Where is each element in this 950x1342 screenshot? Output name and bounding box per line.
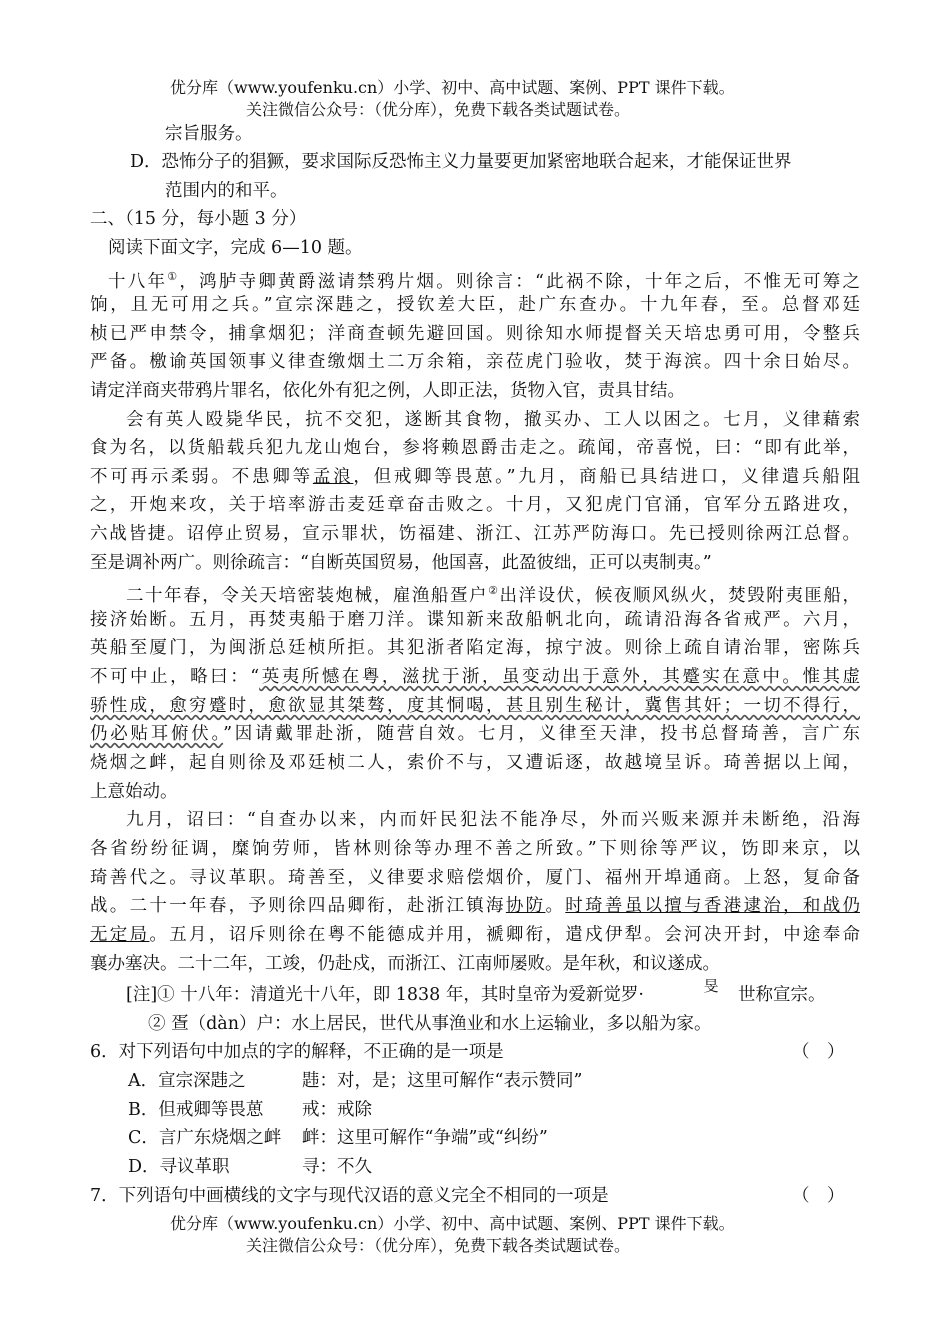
wavy-underline-span: 仍必贴耳俯伏。 — [90, 724, 224, 744]
q6-option-b-explain: 戒：戒除 — [302, 1100, 372, 1120]
passage-line: 烧烟之衅，起自则徐及邓廷桢二人，索价不与，又遭诟逐，故越境呈诉。琦善据以上闻， — [90, 753, 860, 773]
section-intro: 阅读下面文字，完成 6—10 题。 — [108, 238, 363, 258]
glyph-top: 旻 — [703, 977, 719, 995]
q6-option-d[interactable]: D．寻议革职 — [128, 1157, 230, 1177]
q6-option-d-explain: 寻：不久 — [302, 1157, 372, 1177]
note-1-continued: 世称宣宗。 — [738, 985, 826, 1005]
footer-line-1: 优分库（www.youfenku.cn）小学、初中、高中试题、案例、PPT 课件下载。 — [170, 1214, 735, 1233]
footnote-marker-1: ① — [167, 270, 180, 283]
passage-line: 骄性成，愈穷蹙时，愈欲显其桀骜，度其恫喝，甚且别生秘计，冀售其奸；一切不得行， — [90, 696, 860, 716]
footnote-marker-2: ② — [488, 584, 500, 597]
q6-option-a[interactable]: A．宣宗深韪之 — [128, 1071, 246, 1091]
prev-option-d-line1: D．恐怖分子的猖獗，要求国际反恐怖主义力量要更加紧密地联合起来，才能保证世界 — [130, 152, 792, 172]
wavy-underline-span: 英夷所憾在粤，滋扰于浙，虽变动出于意外，其蹙实在意中。惟其虚 — [259, 667, 860, 687]
underlined-phrase: 时琦善虽以擅与香港逮治，和战仍 — [565, 896, 861, 916]
passage-line: 九月，诏曰：“自查办以来，内而奸民犯法不能净尽，外而兴贩来源并未断绝，沿海 — [126, 810, 860, 830]
passage-line: 严备。檄谕英国领事义律查缴烟土二万余箱，亲莅虎门验收，焚于海滨。四十余日始尽。 — [90, 352, 860, 372]
passage-line: 上意始动。 — [90, 782, 178, 802]
header-line-2: 关注微信公众号：（优分库），免费下载各类试题试卷。 — [246, 100, 631, 119]
passage-line: 饷，且无可用之兵。”宣宗深韪之，授钦差大臣，赴广东查办。十九年春，至。总督邓廷 — [90, 295, 860, 315]
passage-line: 食为名，以货船载兵犯九龙山炮台，参将赖恩爵击走之。疏闻，帝喜悦，曰：“即有此举， — [90, 438, 860, 458]
passage-line: 无定局。五月，诏斥则徐在粤不能德成并用，褫卿衔，遣戍伊犁。会河决开封，中途奉命 — [90, 925, 861, 945]
note-2: ② 疍（dàn）户：水上居民，世代从事渔业和水上运输业，多以船为家。 — [148, 1014, 712, 1034]
note-1: [注]① 十八年：清道光十八年，即 1838 年，其时皇帝为爱新觉罗· — [126, 985, 644, 1005]
prev-option-d-line2: 范围内的和平。 — [165, 181, 288, 201]
passage-line: 桢已严申禁令，捕拿烟犯；洋商查顿先避回国。则徐知水师提督关天培忠勇可用，令整兵 — [90, 324, 860, 344]
q6-bracket: （ ） — [792, 1042, 845, 1062]
passage-line: 战。二十一年春，予则徐四品卿衔，赴浙江镇海协防。时琦善虽以擅与香港逮治，和战仍 — [90, 896, 861, 916]
passage-line: 仍必贴耳俯伏。”因请戴罪赴浙，随营自效。七月，义律至天津，投书总督琦善，言广东 — [90, 724, 860, 744]
section-title: 二、（15 分，每小题 3 分） — [90, 209, 307, 229]
q6-option-b[interactable]: B．但戒卿等畏葸 — [128, 1100, 264, 1120]
passage-line: 六战皆捷。诏停止贸易，宣示罪状，饬福建、浙江、江苏严防海口。先已授则徐两江总督。 — [90, 524, 860, 544]
underlined-phrase: 孟浪 — [312, 467, 354, 487]
passage-line: 各省纷纷征调，糜饷劳师，皆林则徐等办理不善之所致。”下则徐等严议，饬即来京，以 — [90, 839, 860, 859]
passage-line: 英船至厦门，为闽浙总廷桢所拒。其犯浙者陷定海，掠宁波。则徐上疏自请治罪，密陈兵 — [90, 638, 860, 658]
passage-line: 十八年①，鸿胪寺卿黄爵滋请禁鸦片烟。则徐言：“此祸不除，十年之后，不惟无可筹之 — [108, 270, 860, 292]
passage-line: 二十年春，令关天培密装炮械，雇渔船疍户②出洋设伏，候夜顺风纵火，焚毁附夷匪船， — [126, 584, 860, 606]
passage-line: 不可中止，略曰：“英夷所憾在粤，滋扰于浙，虽变动出于意外，其蹙实在意中。惟其虚 — [90, 667, 860, 687]
prev-option-continuation: 宗旨服务。 — [165, 124, 253, 144]
passage-line: 襄办塞决。二十二年，工竣，仍赴戍，而浙江、江南师屡败。是年秋，和议遂成。 — [90, 954, 720, 974]
q6-option-a-explain: 韪：对，是；这里可解作“表示赞同” — [302, 1071, 583, 1091]
passage-line: 琦善代之。寻议革职。琦善至，义律要求赔偿烟价，厦门、福州开埠通商。上怒，复命备 — [90, 868, 860, 888]
passage-line: 至是调补两广。则徐疏言：“自断英国贸易，他国喜，此盈彼绌，正可以夷制夷。” — [90, 553, 712, 573]
passage-line: 之，开炮来攻，关于培率游击麦廷章奋击败之。十月，又犯虎门官涌，官军分五路进攻， — [90, 495, 860, 515]
passage-line: 不可再示柔弱。不患卿等孟浪，但戒卿等畏葸。”九月，商船已具结进口，义律遣兵船阻 — [90, 467, 860, 487]
emperor-name-glyph — [700, 978, 722, 1012]
q7-stem: 7．下列语句中画横线的文字与现代汉语的意义完全不相同的一项是 — [90, 1186, 609, 1206]
footer-line-2: 关注微信公众号：（优分库），免费下载各类试题试卷。 — [246, 1236, 631, 1255]
passage-line: 请定洋商夹带鸦片罪名，依化外有犯之例，人即正法，货物入官，责具甘结。 — [90, 381, 685, 401]
q6-stem: 6．对下列语句中加点的字的解释，不正确的是一项是 — [90, 1042, 504, 1062]
passage-line: 接济始断。五月，再焚夷船于磨刀洋。谍知新来敌船帆北向，疏请沿海各省戒严。六月， — [90, 610, 860, 630]
underlined-phrase: 无定局 — [90, 925, 150, 945]
header-line-1: 优分库（www.youfenku.cn）小学、初中、高中试题、案例、PPT 课件下载。 — [170, 78, 735, 97]
q6-option-c-explain: 衅：这里可解作“争端”或“纠纷” — [302, 1128, 548, 1148]
underlined-phrase: 协防 — [505, 896, 546, 916]
passage-line: 会有英人殴毙华民，抗不交犯，遂断其食物，撤买办、工人以困之。七月，义律藉索 — [126, 410, 860, 430]
q7-bracket: （ ） — [792, 1186, 845, 1206]
q6-option-c[interactable]: C．言广东烧烟之衅 — [128, 1128, 282, 1148]
